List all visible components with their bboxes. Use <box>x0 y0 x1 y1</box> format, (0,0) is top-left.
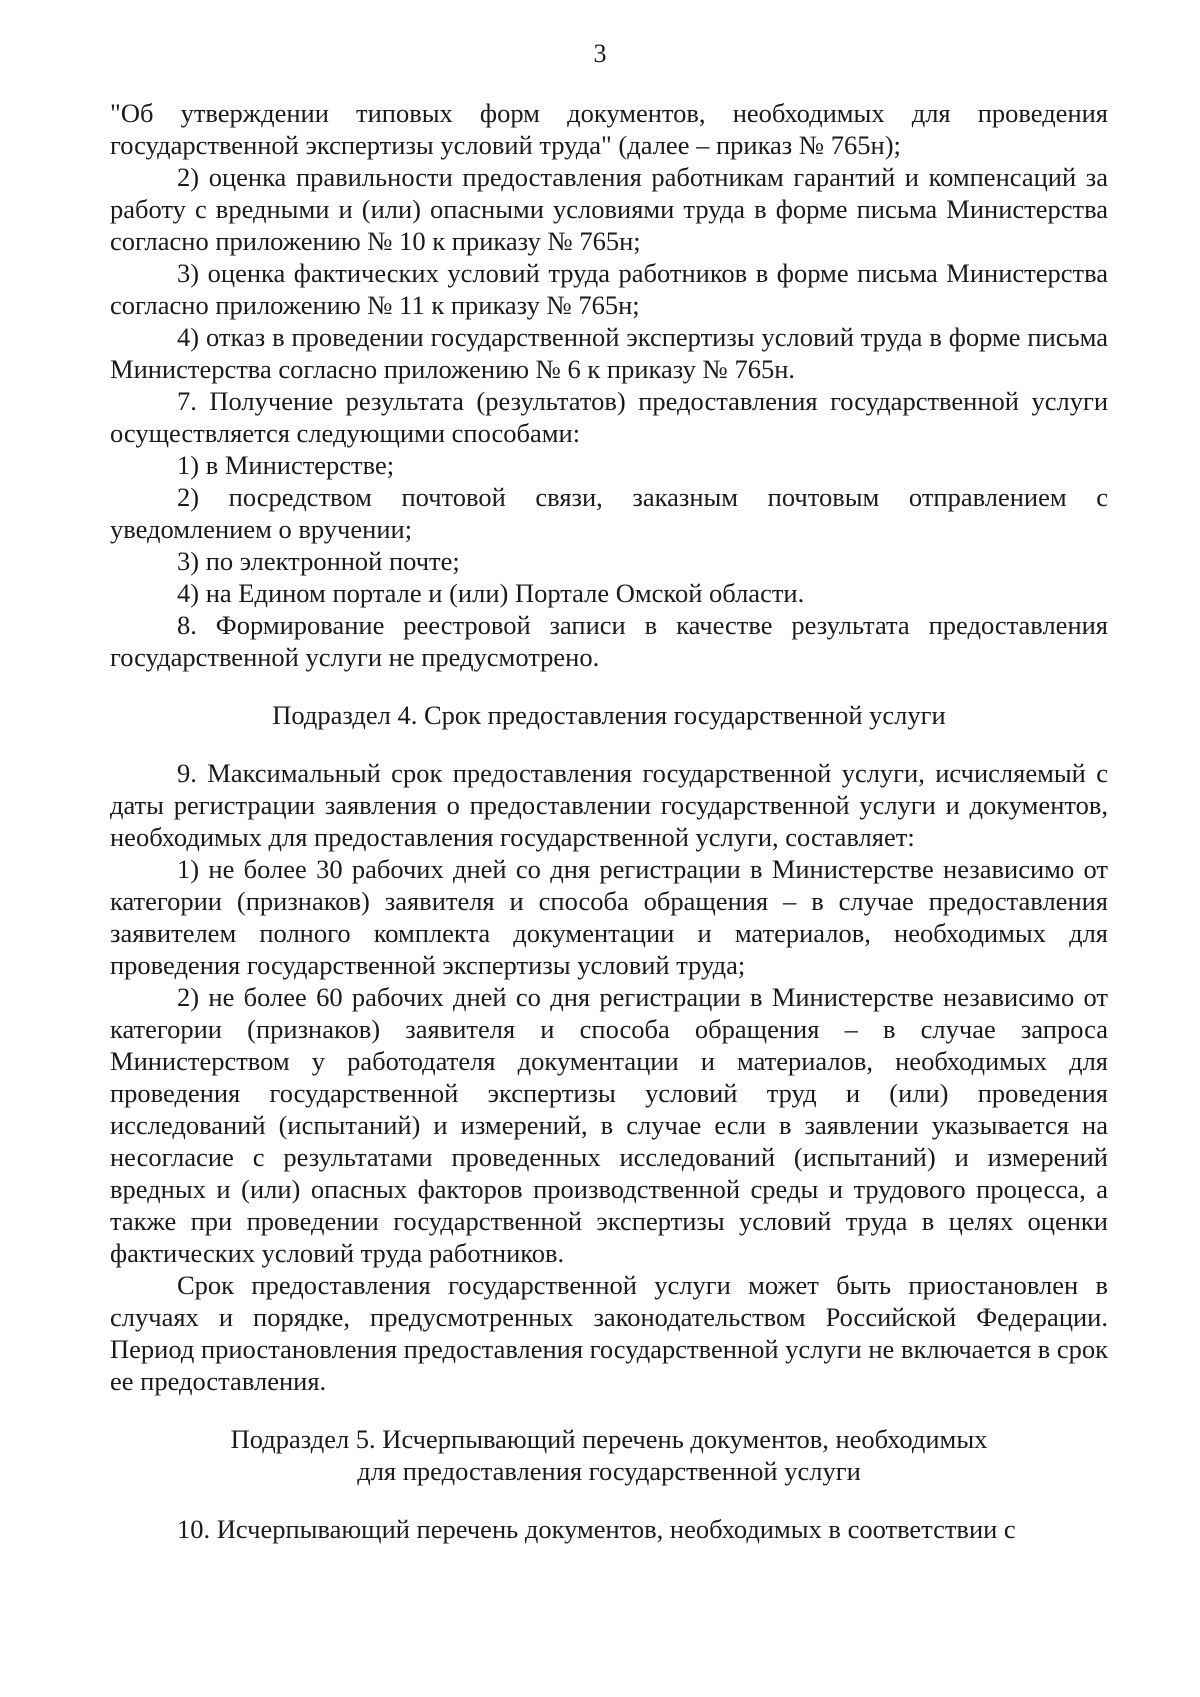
subsection-4-heading: Подраздел 4. Срок предоставления государственной услуги <box>272 700 946 730</box>
paragraph-method-4: 4) на Едином портале и (или) Портале Омской области. <box>177 578 805 608</box>
paragraph-clause-7: 7. Получение результата (результатов) предоставления государственной услуги осуществляется следующими способами: <box>110 386 1108 448</box>
paragraph-suspension: Срок предоставления государственной услуги может быть приостановлен в случаях и порядке, предусмотренных законодательством Российской Федерации. Период приостановления предоставления государственной услуги не включается в срок ее предоставления. <box>110 1270 1108 1396</box>
page-number: 3 <box>593 39 607 68</box>
paragraph-item-3-actual-conditions: 3) оценка фактических условий труда работников в форме письма Министерства согласно приложению № 11 к приказу № 765н; <box>110 258 1108 320</box>
paragraph-item-4-refusal: 4) отказ в проведении государственной экспертизы условий труда в форме письма Министерства согласно приложению № 6 к приказу № 765н. <box>110 322 1108 384</box>
paragraph-clause-8: 8. Формирование реестровой записи в качестве результата предоставления государственной услуги не предусмотрено. <box>110 610 1108 672</box>
document-body <box>110 97 1108 1545</box>
subsection-5-heading-line-2: для предоставления государственной услуги <box>357 1456 861 1486</box>
paragraph-term-2: 2) не более 60 рабочих дней со дня регистрации в Министерстве независимо от категории (признаков) заявителя и способа обращения – в случае запроса Министерством у работодателя документации и материалов, необходимых для проведения государственной экспертизы условий труд и (или) проведения исследований (испытаний) и измерений, в случае если в заявлении указывается на несогласие с результатами проведенных исследований (испытаний) и измерений вредных и (или) опасных факторов производственной среды и трудового процесса, а также при проведении государственной экспертизы условий труда в целях оценки фактических условий труда работников. <box>110 982 1108 1268</box>
paragraph-term-1: 1) не более 30 рабочих дней со дня регистрации в Министерстве независимо от категории (признаков) заявителя и способа обращения – в случае предоставления заявителем полного комплекта документации и материалов, необходимых для проведения государственной экспертизы условий труда; <box>110 854 1108 980</box>
paragraph-item-2-guarantees: 2) оценка правильности предоставления работникам гарантий и компенсаций за работу с вредными и (или) опасными условиями труда в форме письма Министерства согласно приложению № 10 к приказу № 765н; <box>110 162 1108 256</box>
paragraph-method-2: 2) посредством почтовой связи, заказным почтовым отправлением с уведомлением о вручении; <box>110 482 1108 544</box>
paragraph-method-3: 3) по электронной почте; <box>177 546 460 576</box>
paragraph-clause-9: 9. Максимальный срок предоставления государственной услуги, исчисляемый с даты регистрации заявления о предоставлении государственной услуги и документов, необходимых для предоставления государственной услуги, составляет: <box>110 758 1108 852</box>
subsection-5-heading-line-1: Подраздел 5. Исчерпывающий перечень документов, необходимых <box>230 1424 988 1454</box>
paragraph-method-1: 1) в Министерстве; <box>177 450 395 480</box>
paragraph-clause-10: 10. Исчерпывающий перечень документов, необходимых в соответствии с <box>177 1514 1016 1544</box>
paragraph-order-reference: "Об утверждении типовых форм документов, необходимых для проведения государственной экспертизы условий труда" (далее – приказ № 765н); <box>110 98 1108 160</box>
subsection-5-heading <box>110 1423 1108 1487</box>
